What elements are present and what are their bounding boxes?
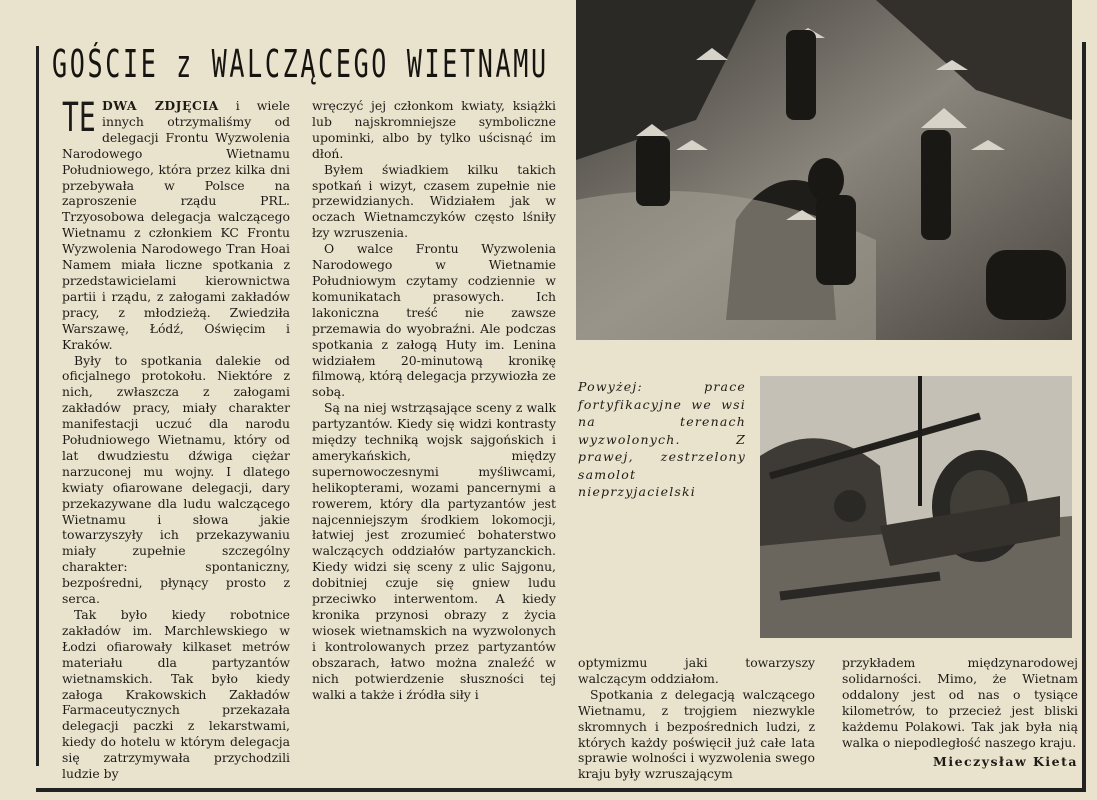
- bottom-rule: [36, 788, 1086, 792]
- photo-caption: Powyżej: prace fortyfikacyjne we wsi na terenach wyzwolonych. Z prawej, zestrzelony samolot nieprzyjacielski: [578, 379, 746, 499]
- author-byline: Mieczysław Kieta: [932, 754, 1078, 769]
- paragraph: Spotkania z delegacją walczącego Wietnamu, z trojgiem niezwykle skromnych i bezpośrednich ludzi, z których każdy poświęcił już całe lata sprawie wolności i wyzwolenia swego kraju były wzruszającym: [578, 686, 815, 782]
- paragraph: optymizmu jaki towarzyszy walczącym oddziałom.: [578, 655, 815, 686]
- paragraph: przykładem międzynarodowej solidarności. Mimo, że Wietnam oddalony jest od nas o tysiące kilometrów, to przecież jest bliski każdemu Polakowi. Tak jak była nią walka o niepodległość naszego kraju.: [842, 655, 1078, 750]
- column-1: [62, 95, 290, 782]
- paragraph: Były to spotkania dalekie od oficjalnego protokołu. Niektóre z nich, zwłaszcza z załogami zakładów pracy, miały charakter manifestacji uczuć dla narodu Południowego Wietnamu, który od lat dwudziestu dźwiga ciężar narzuconej mu wojny. I dlatego kwiaty ofiarowane delegacji, dary przekazywane dla ludu walczącego Wietnamu i słowa jakie towarzyszyły ich przekazywaniu miały zupełnie szczególny charakter: spontaniczny, bezpośredni, płynący prosto z serca.: [62, 352, 290, 607]
- paragraph: Byłem świadkiem kilku takich spotkań i wizyt, czasem zupełnie nie przewidzianych. Widziałem jak w oczach Wietnamczyków często lśniły łzy wzruszenia.: [312, 161, 556, 241]
- column-2: [312, 98, 556, 702]
- article-title: GOŚCIE z WALCZĄCEGO WIETNAMU: [52, 42, 549, 86]
- lead-caps: DWA ZDJĘCIA: [102, 98, 219, 113]
- paragraph-text: i wiele innych otrzymaliśmy od delegacji Frontu Wyzwolenia Narodowego Wietnamu Południowego, która przez kilka dni przebywała w Polsce na zaproszenie rządu PRL. Trzyosobowa delegacja walczącego Wietnamu z członkiem KC Frontu Wyzwolenia Narodowego Tran Hoai Namem miała liczne spotkania z przedstawicielami kierownictwa partii i rządu, z załogami zakładów pracy, z młodzieżą. Zwiedziła Warszawę, Łódź, Oświęcim i Kraków.: [62, 98, 290, 352]
- lead-paragraph: [62, 95, 290, 353]
- column-4: [842, 655, 1078, 750]
- column-3: [578, 655, 815, 782]
- left-rule: [36, 46, 39, 766]
- drop-cap: TE: [62, 95, 96, 141]
- paragraph: O walce Frontu Wyzwolenia Narodowego w Wietnamie Południowym czytamy codziennie w komunikatach prasowych. Ich lakoniczna treść nie zawsze przemawia do wyobraźni. Ale podczas spotkania z załogą Huty im. Lenina widziałem 20-minutową kronikę filmową, którą delegacja przywiozła ze sobą.: [312, 241, 556, 400]
- right-rule: [1082, 42, 1086, 792]
- paragraph: Tak było kiedy robotnice zakładów im. Marchlewskiego w Łodzi ofiarowały kilkaset metrów materiału dla partyzantów wietnamskich. Tak było kiedy załoga Krakowskich Zakładów Farmaceutycznych przekazała delegacji paczki z lekarstwami, kiedy do hotelu w którym delegacja się zatrzymywała przychodzili ludzie by: [62, 607, 290, 782]
- photo-downed-aircraft: [760, 376, 1072, 638]
- paragraph: Są na niej wstrząsające sceny z walk partyzantów. Kiedy się widzi kontrasty między techniką wojsk sajgońskich i amerykańskich, między supernowoczesnymi myśliwcami, helikopterami, wozami pancernymi a rowerem, który dla partyzantów jest najcenniejszym środkiem lokomocji, łatwiej jest zrozumieć bohaterstwo walczących oddziałów partyzanckich. Kiedy widzi się sceny z ulic Sajgonu, dobitniej czuje się gniew ludu przeciwko interwentom. A kiedy kronika przynosi obrazy z życia wiosek wietnamskich na wyzwolonych i kontrolowanych przez partyzantów obszarach, łatwo można znaleźć w nich potwierdzenie słuszności tej walki a także i źródła siły i: [312, 400, 556, 702]
- photo-fortification-works: [576, 0, 1072, 340]
- paragraph: wręczyć jej członkom kwiaty, książki lub najskromniejsze symboliczne upominki, albo by tylko uścisnąć im dłoń.: [312, 98, 556, 161]
